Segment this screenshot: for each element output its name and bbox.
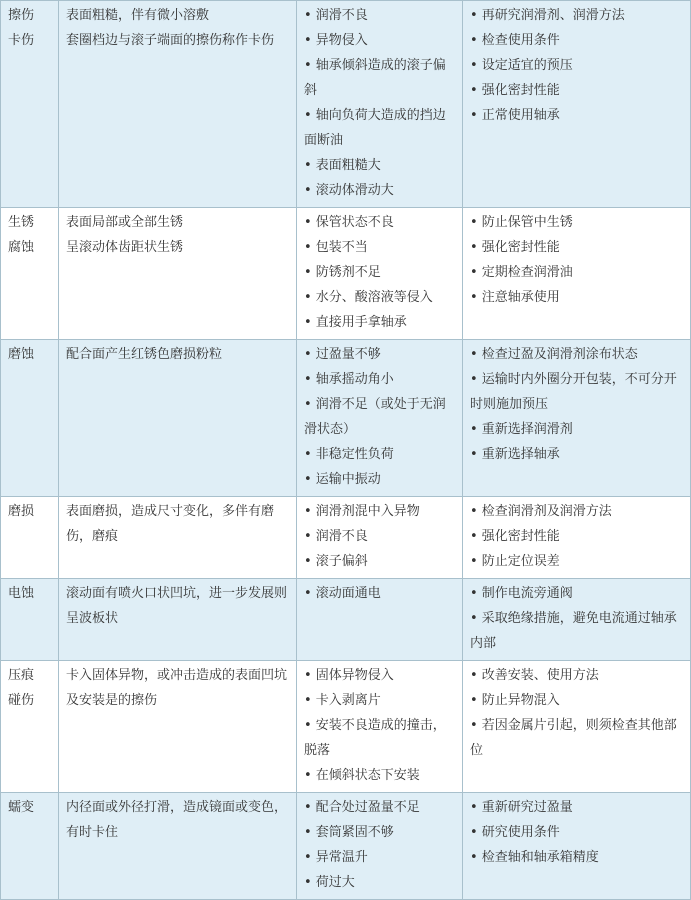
table-row	[1, 497, 691, 579]
countermeasure-item: • 制作电流旁通阀	[470, 586, 573, 601]
cause-item: • 滚动面通电	[304, 586, 381, 601]
table-row	[1, 1, 691, 208]
damage-description-cell	[59, 208, 297, 340]
damage-causes-cell	[297, 1, 463, 208]
damage-name-cell	[1, 340, 59, 497]
damage-name-line: 擦伤	[8, 8, 35, 23]
damage-name-cell	[1, 208, 59, 340]
damage-description-line: 滚动面有喷火口状凹坑，进一步发展则呈波板状	[66, 586, 288, 626]
cause-item: • 运输中振动	[304, 472, 381, 487]
damage-name-line: 卡伤	[8, 33, 35, 48]
table-row	[1, 340, 691, 497]
cause-item: • 防锈剂不足	[304, 265, 381, 280]
countermeasure-item: • 设定适宜的预压	[470, 58, 573, 73]
countermeasure-item: • 若因金属片引起，则须检查其他部位	[470, 718, 677, 758]
damage-description-line: 内径面或外径打滑，造成镜面或变色，有时卡住	[66, 800, 288, 840]
damage-causes-cell	[297, 208, 463, 340]
table-row	[1, 208, 691, 340]
damage-causes-cell	[297, 661, 463, 793]
countermeasure-item: • 防止保管中生锈	[470, 215, 573, 230]
countermeasure-item: • 采取绝缘措施，避免电流通过轴承内部	[470, 611, 677, 651]
cause-item: • 配合处过盈量不足	[304, 800, 420, 815]
cause-item: • 直接用手拿轴承	[304, 315, 407, 330]
cause-item: • 非稳定性负荷	[304, 447, 394, 462]
cause-item: • 过盈量不够	[304, 347, 381, 362]
countermeasure-item: • 注意轴承使用	[470, 290, 560, 305]
countermeasure-item: • 重新研究过盈量	[470, 800, 573, 815]
damage-name-line: 磨损	[8, 504, 35, 519]
damage-name-line: 生锈	[8, 215, 35, 230]
damage-name-line: 碰伤	[8, 693, 35, 708]
countermeasures-cell	[463, 793, 691, 900]
damage-description-line: 配合面产生红锈色磨损粉粒	[66, 347, 223, 362]
countermeasure-item: • 检查轴和轴承箱精度	[470, 850, 599, 865]
table-row	[1, 793, 691, 900]
damage-description-line: 呈滚动体齿距状生锈	[66, 240, 184, 255]
countermeasure-item: • 防止异物混入	[470, 693, 560, 708]
countermeasures-cell	[463, 661, 691, 793]
cause-item: • 润滑不良	[304, 529, 368, 544]
countermeasure-item: • 检查使用条件	[470, 33, 560, 48]
damage-description-line: 套圈档边与滚子端面的擦伤称作卡伤	[66, 33, 275, 48]
cause-item: • 轴向负荷大造成的挡边面断油	[304, 108, 446, 148]
countermeasure-item: • 重新选择轴承	[470, 447, 560, 462]
cause-item: • 异物侵入	[304, 33, 368, 48]
cause-item: • 润滑不足（或处于无润滑状态）	[304, 397, 446, 437]
table-row	[1, 579, 691, 661]
countermeasure-item: • 正常使用轴承	[470, 108, 560, 123]
damage-causes-cell	[297, 340, 463, 497]
cause-item: • 卡入剥离片	[304, 693, 381, 708]
countermeasures-cell	[463, 497, 691, 579]
damage-description-cell	[59, 793, 297, 900]
cause-item: • 异常温升	[304, 850, 368, 865]
cause-item: • 安装不良造成的撞击，脱落	[304, 718, 446, 758]
damage-causes-cell	[297, 579, 463, 661]
damage-name-cell	[1, 1, 59, 208]
cause-item: • 保管状态不良	[304, 215, 394, 230]
damage-name-line: 电蚀	[8, 586, 35, 601]
cause-item: • 包装不当	[304, 240, 368, 255]
cause-item: • 滚动体滑动大	[304, 183, 394, 198]
damage-name-cell	[1, 497, 59, 579]
countermeasures-cell	[463, 340, 691, 497]
countermeasure-item: • 检查过盈及润滑剂涂布状态	[470, 347, 638, 362]
countermeasure-item: • 防止定位误差	[470, 554, 560, 569]
countermeasure-item: • 改善安装、使用方法	[470, 668, 599, 683]
countermeasures-cell	[463, 208, 691, 340]
damage-causes-cell	[297, 793, 463, 900]
damage-description-cell	[59, 579, 297, 661]
damage-name-cell	[1, 661, 59, 793]
countermeasures-cell	[463, 579, 691, 661]
damage-description-line: 卡入固体异物，或冲击造成的表面凹坑及安装是的擦伤	[66, 668, 288, 708]
table-row	[1, 661, 691, 793]
cause-item: • 轴承倾斜造成的滚子偏斜	[304, 58, 446, 98]
countermeasure-item: • 研究使用条件	[470, 825, 560, 840]
countermeasures-cell	[463, 1, 691, 208]
countermeasure-item: • 强化密封性能	[470, 529, 560, 544]
cause-item: • 表面粗糙大	[304, 158, 381, 173]
damage-name-line: 磨蚀	[8, 347, 35, 362]
damage-description-line: 表面粗糙，伴有微小溶敷	[66, 8, 210, 23]
damage-description-cell	[59, 661, 297, 793]
cause-item: • 套筒紧固不够	[304, 825, 394, 840]
countermeasure-item: • 运输时内外圈分开包装，不可分开时则施加预压	[470, 372, 677, 412]
cause-item: • 润滑不良	[304, 8, 368, 23]
damage-description-cell	[59, 340, 297, 497]
cause-item: • 荷过大	[304, 875, 355, 890]
cause-item: • 润滑剂混中入异物	[304, 504, 420, 519]
table-body	[1, 1, 691, 900]
damage-name-cell	[1, 579, 59, 661]
damage-name-line: 腐蚀	[8, 240, 35, 255]
cause-item: • 在倾斜状态下安装	[304, 768, 420, 783]
damage-description-line: 表面磨损，造成尺寸变化，多伴有磨伤，磨痕	[66, 504, 275, 544]
cause-item: • 固体异物侵入	[304, 668, 394, 683]
countermeasure-item: • 检查润滑剂及润滑方法	[470, 504, 612, 519]
countermeasure-item: • 重新选择润滑剂	[470, 422, 573, 437]
cause-item: • 水分、酸溶液等侵入	[304, 290, 433, 305]
countermeasure-item: • 定期检查润滑油	[470, 265, 573, 280]
damage-name-line: 压痕	[8, 668, 35, 683]
cause-item: • 轴承摇动角小	[304, 372, 394, 387]
damage-name-cell	[1, 793, 59, 900]
countermeasure-item: • 强化密封性能	[470, 240, 560, 255]
damage-description-cell	[59, 497, 297, 579]
damage-name-line: 蠕变	[8, 800, 35, 815]
countermeasure-item: • 再研究润滑剂、润滑方法	[470, 8, 625, 23]
countermeasure-item: • 强化密封性能	[470, 83, 560, 98]
cause-item: • 滚子偏斜	[304, 554, 368, 569]
damage-description-line: 表面局部或全部生锈	[66, 215, 184, 230]
damage-causes-cell	[297, 497, 463, 579]
damage-description-cell	[59, 1, 297, 208]
